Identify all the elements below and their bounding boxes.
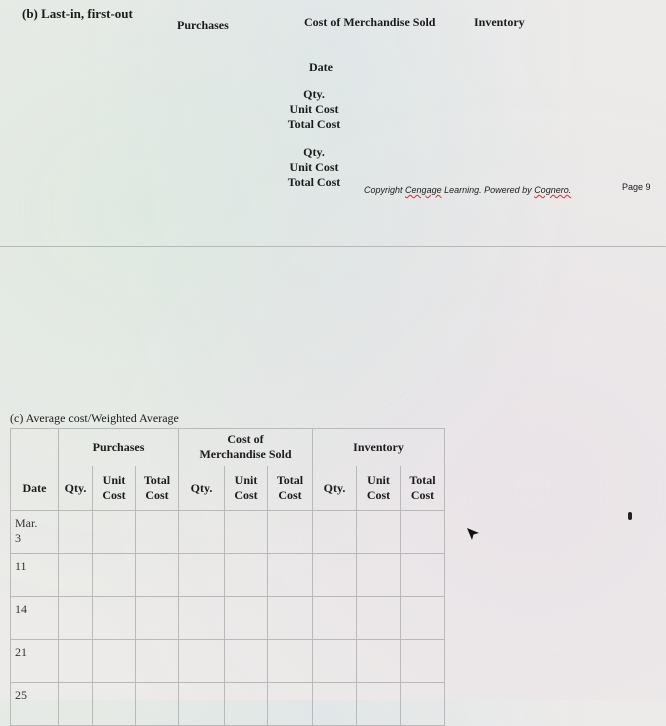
input-cell[interactable] bbox=[357, 683, 401, 726]
input-cell[interactable] bbox=[93, 597, 136, 640]
cost-label: Cost bbox=[366, 488, 391, 502]
cms-line2: Merchandise Sold bbox=[199, 447, 292, 461]
date-month: Mar. bbox=[15, 516, 38, 530]
inventory-heading: Inventory bbox=[474, 15, 525, 29]
date-column-header bbox=[11, 466, 59, 511]
total-label: Total bbox=[409, 473, 436, 487]
purchases-heading: Purchases bbox=[177, 18, 229, 32]
date-heading: Date bbox=[309, 60, 333, 74]
input-cell[interactable] bbox=[179, 640, 225, 683]
input-cell[interactable] bbox=[401, 554, 445, 597]
purchases-total-cost-header bbox=[136, 466, 179, 511]
input-cell[interactable] bbox=[401, 511, 445, 554]
input-cell[interactable] bbox=[59, 640, 93, 683]
input-cell[interactable] bbox=[225, 640, 268, 683]
input-cell[interactable] bbox=[268, 511, 313, 554]
date-day: 21 bbox=[15, 645, 27, 659]
input-cell[interactable] bbox=[357, 554, 401, 597]
input-cell[interactable] bbox=[225, 554, 268, 597]
input-cell[interactable] bbox=[401, 683, 445, 726]
mouse-pointer-icon bbox=[466, 527, 480, 541]
inventory-group-header bbox=[313, 429, 445, 466]
qty-label: Qty. bbox=[323, 480, 346, 495]
input-cell[interactable] bbox=[313, 640, 357, 683]
unit-cost-label: Unit Cost bbox=[289, 102, 339, 116]
column-stack-cost bbox=[280, 145, 348, 190]
input-cell[interactable] bbox=[313, 597, 357, 640]
total-label: Total bbox=[276, 473, 304, 487]
input-cell[interactable] bbox=[59, 597, 93, 640]
date-header-spacer bbox=[11, 429, 59, 466]
date-cell bbox=[11, 683, 59, 726]
cms-unit-cost-header bbox=[225, 466, 268, 511]
input-cell[interactable] bbox=[179, 511, 225, 554]
date-day: 11 bbox=[15, 559, 27, 573]
input-cell[interactable] bbox=[225, 597, 268, 640]
input-cell[interactable] bbox=[268, 683, 313, 726]
cost-label: Cost bbox=[102, 488, 126, 502]
input-cell[interactable] bbox=[59, 554, 93, 597]
total-cost-label: Total Cost bbox=[287, 117, 341, 131]
date-day: 3 bbox=[15, 531, 21, 545]
date-day: 14 bbox=[15, 602, 27, 616]
input-cell[interactable] bbox=[59, 683, 93, 726]
input-cell[interactable] bbox=[93, 554, 136, 597]
input-cell[interactable] bbox=[136, 597, 179, 640]
input-cell[interactable] bbox=[313, 683, 357, 726]
cost-label: Cost bbox=[278, 488, 302, 502]
input-cell[interactable] bbox=[225, 683, 268, 726]
unit-label: Unit bbox=[234, 473, 258, 487]
total-cost-label: Total Cost bbox=[287, 175, 341, 189]
date-cell bbox=[11, 511, 59, 554]
purchases-group-header bbox=[59, 429, 179, 466]
input-cell[interactable] bbox=[313, 554, 357, 597]
input-cell[interactable] bbox=[357, 640, 401, 683]
date-day: 25 bbox=[15, 688, 27, 702]
copyright-notice bbox=[364, 185, 571, 195]
purchases-group-label: Purchases bbox=[92, 439, 145, 454]
input-cell[interactable] bbox=[225, 511, 268, 554]
copyright-prefix: Copyright bbox=[364, 185, 403, 195]
cms-qty-header bbox=[179, 466, 225, 511]
input-cell[interactable] bbox=[93, 640, 136, 683]
cost-label: Cost bbox=[145, 488, 169, 502]
table-row bbox=[11, 554, 445, 597]
copyright-cognero: Cognero. bbox=[534, 185, 572, 195]
cost-of-merchandise-sold-heading: Cost of Merchandise Sold bbox=[304, 15, 436, 29]
purchases-qty-header bbox=[59, 466, 93, 511]
inventory-total-cost-header bbox=[401, 466, 445, 511]
table-row bbox=[11, 683, 445, 726]
input-cell[interactable] bbox=[268, 597, 313, 640]
cost-of-merchandise-sold-group-header bbox=[179, 429, 313, 466]
table-row bbox=[11, 597, 445, 640]
qty-label: Qty. bbox=[303, 145, 325, 159]
input-cell[interactable] bbox=[136, 511, 179, 554]
input-cell[interactable] bbox=[401, 640, 445, 683]
section-b-title: (b) Last-in, first-out bbox=[22, 6, 133, 21]
unit-cost-label: Unit Cost bbox=[289, 160, 339, 174]
page-number: Page 9 bbox=[622, 182, 651, 192]
qty-label: Qty. bbox=[303, 87, 325, 101]
qty-label: Qty. bbox=[64, 480, 87, 495]
input-cell[interactable] bbox=[179, 597, 225, 640]
date-cell bbox=[11, 640, 59, 683]
average-cost-table bbox=[10, 428, 445, 726]
input-cell[interactable] bbox=[401, 597, 445, 640]
input-cell[interactable] bbox=[357, 511, 401, 554]
input-cell[interactable] bbox=[179, 683, 225, 726]
group-header-row bbox=[11, 429, 445, 466]
inventory-qty-header bbox=[313, 466, 357, 511]
table-row bbox=[11, 640, 445, 683]
date-label: Date bbox=[22, 480, 47, 495]
page-divider bbox=[0, 246, 666, 247]
input-cell[interactable] bbox=[136, 683, 179, 726]
section-c-title: (c) Average cost/Weighted Average bbox=[10, 411, 179, 425]
input-cell[interactable] bbox=[179, 554, 225, 597]
qty-label: Qty. bbox=[190, 480, 213, 495]
cost-label: Cost bbox=[410, 488, 435, 502]
unit-label: Unit bbox=[102, 473, 126, 487]
date-cell bbox=[11, 554, 59, 597]
input-cell[interactable] bbox=[59, 511, 93, 554]
input-cell[interactable] bbox=[268, 640, 313, 683]
input-cell[interactable] bbox=[357, 597, 401, 640]
unit-label: Unit bbox=[367, 473, 390, 487]
copyright-middle: Learning. Powered by bbox=[444, 185, 532, 195]
column-stack-purchases bbox=[280, 87, 348, 132]
cms-line1: Cost of bbox=[227, 432, 264, 446]
purchases-unit-cost-header bbox=[93, 466, 136, 511]
input-cell[interactable] bbox=[93, 511, 136, 554]
date-cell bbox=[11, 597, 59, 640]
input-cell[interactable] bbox=[136, 640, 179, 683]
inventory-group-label: Inventory bbox=[353, 439, 404, 454]
table-row bbox=[11, 511, 445, 554]
cms-total-cost-header bbox=[268, 466, 313, 511]
input-cell[interactable] bbox=[313, 511, 357, 554]
total-label: Total bbox=[143, 473, 171, 487]
inventory-unit-cost-header bbox=[357, 466, 401, 511]
copyright-cengage: Cengage bbox=[405, 185, 442, 195]
cost-label: Cost bbox=[234, 488, 258, 502]
column-header-row bbox=[11, 466, 445, 511]
input-cell[interactable] bbox=[136, 554, 179, 597]
input-cell[interactable] bbox=[268, 554, 313, 597]
input-cell[interactable] bbox=[93, 683, 136, 726]
dark-mark bbox=[628, 512, 632, 520]
